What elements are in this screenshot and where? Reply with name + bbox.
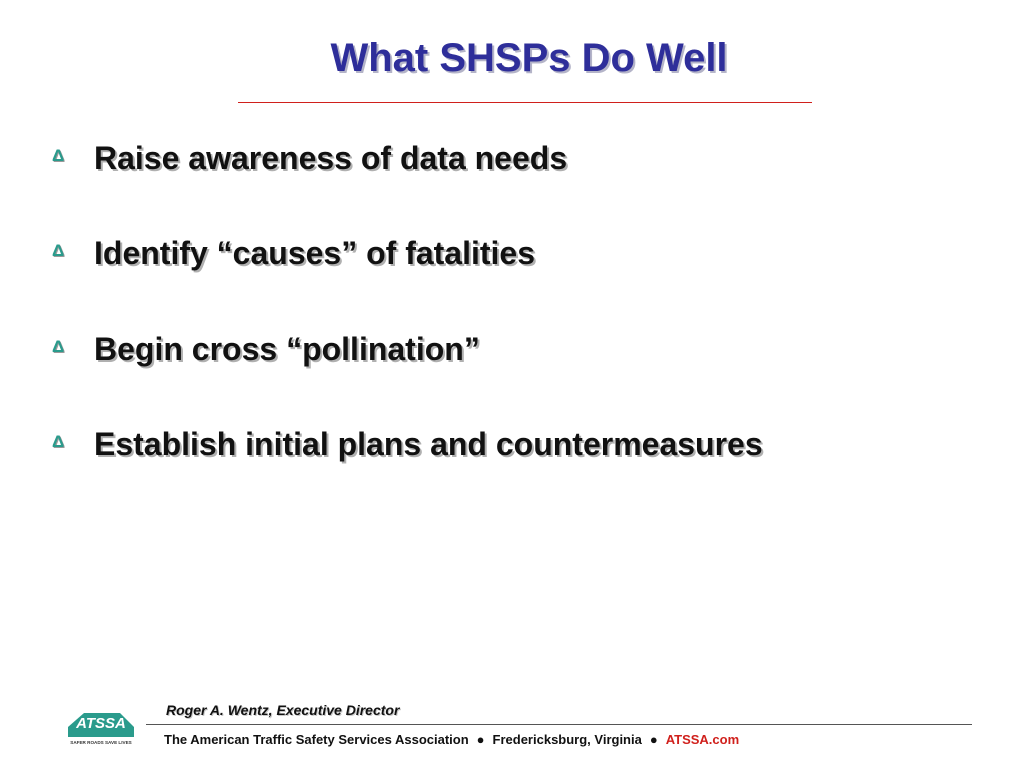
- delta-bullet-icon: Δ: [52, 337, 65, 356]
- organization-name: The American Traffic Safety Services Association: [164, 732, 469, 747]
- atssa-logo-icon: [66, 701, 136, 747]
- bullet-text: Identify “causes” of fatalities: [94, 235, 536, 271]
- bullet-text: Establish initial plans and countermeasures: [94, 426, 763, 462]
- delta-bullet-icon: Δ: [52, 432, 65, 451]
- author-name: Roger A. Wentz, Executive Director: [166, 702, 400, 718]
- delta-bullet-icon: Δ: [52, 146, 65, 165]
- slide-footer: [0, 690, 1024, 768]
- website-link[interactable]: ATSSA.com: [665, 732, 740, 747]
- footer-divider: [146, 724, 972, 725]
- separator-dot: ●: [649, 732, 658, 747]
- logo-tagline: SAFER ROADS SAVE LIVES: [70, 740, 132, 745]
- bullet-text: Raise awareness of data needs: [94, 140, 568, 176]
- title-underline: [238, 102, 812, 103]
- delta-bullet-icon: Δ: [52, 241, 65, 260]
- organization-line: [164, 732, 739, 747]
- slide-title: What SHSPs Do Well: [330, 36, 728, 80]
- logo-wordmark: ATSSA: [76, 715, 126, 732]
- bullet-text: Begin cross “pollination”: [94, 331, 480, 367]
- separator-dot: ●: [476, 732, 485, 747]
- organization-location: Fredericksburg, Virginia: [492, 732, 642, 747]
